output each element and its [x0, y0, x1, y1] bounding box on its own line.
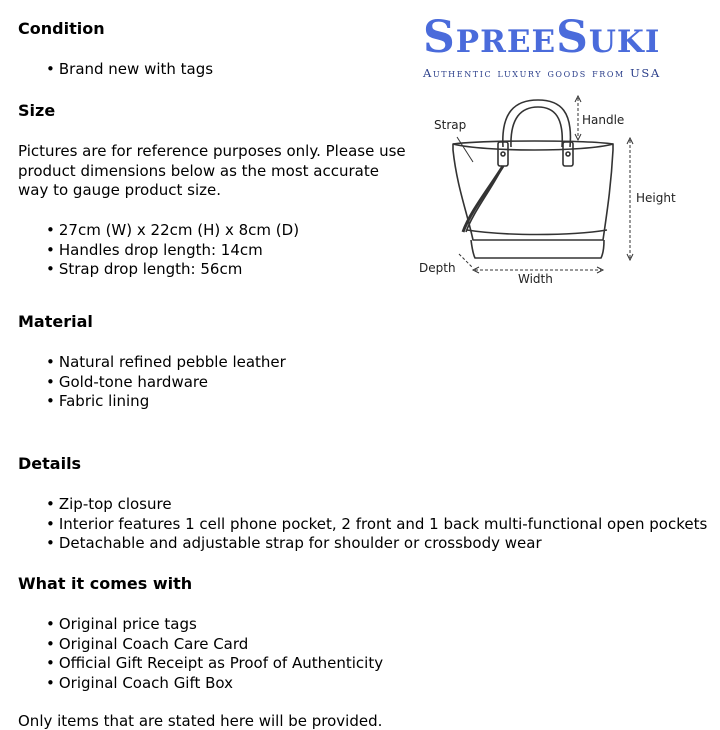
list-item: • Zip-top closure [46, 495, 707, 515]
logo-tagline: Authentic luxury goods from USA [423, 66, 661, 80]
strap-label: Strap [434, 118, 467, 132]
list-item: • Original Coach Gift Box [46, 674, 383, 694]
strap-pointer [457, 137, 473, 162]
size-intro: Pictures are for reference purposes only. Please use product dimensions below as the most accurate way to gauge product size. [18, 142, 406, 199]
bag-dimension-diagram [415, 92, 715, 292]
list-item: • Brand new with tags [46, 60, 213, 80]
height-label: Height [636, 191, 676, 205]
list-item: • Fabric lining [46, 392, 286, 412]
list-item: • Strap drop length: 56cm [46, 260, 299, 280]
comes-with-list [46, 615, 383, 693]
material-list [46, 353, 286, 412]
size-heading: Size [18, 101, 56, 120]
depth-dimension [459, 254, 473, 268]
list-item: • Original Coach Care Card [46, 635, 383, 655]
list-item: • Handles drop length: 14cm [46, 241, 299, 261]
comes-with-heading: What it comes with [18, 574, 193, 593]
material-heading: Material [18, 312, 93, 331]
footer-note: Only items that are stated here will be provided. [18, 712, 383, 730]
list-item: • Interior features 1 cell phone pocket, 2 front and 1 back multi-functional open pockets [46, 515, 707, 535]
condition-heading: Condition [18, 19, 105, 38]
list-item: • Natural refined pebble leather [46, 353, 286, 373]
details-heading: Details [18, 454, 82, 473]
list-item: • Detachable and adjustable strap for shoulder or crossbody wear [46, 534, 707, 554]
list-item: • Official Gift Receipt as Proof of Authenticity [46, 654, 383, 674]
list-item: • Gold-tone hardware [46, 373, 286, 393]
handle-label: Handle [582, 113, 625, 127]
logo-wordmark: SpreeSuki [423, 12, 661, 63]
details-list [46, 495, 707, 554]
size-list [46, 221, 299, 280]
list-item: • 27cm (W) x 22cm (H) x 8cm (D) [46, 221, 299, 241]
depth-label: Depth [419, 261, 456, 275]
list-item: • Original price tags [46, 615, 383, 635]
width-label: Width [518, 272, 553, 286]
condition-list [46, 60, 213, 80]
spreesuki-logo [423, 12, 718, 80]
